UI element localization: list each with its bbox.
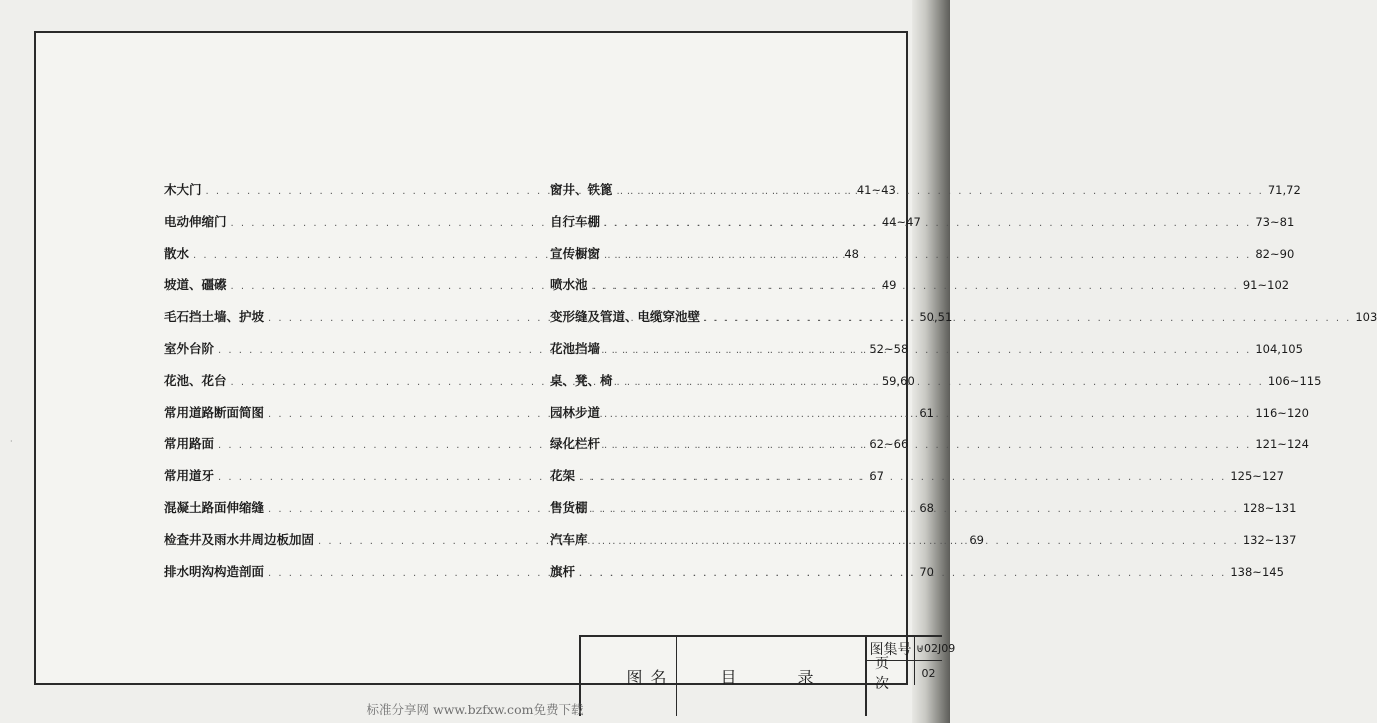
toc-entry-title: 毛石挡土墙、护坡 (164, 309, 265, 325)
toc-entry-title: 桌、凳、椅 (550, 372, 613, 388)
toc-entry-pages: 125~127 (1230, 469, 1284, 484)
toc-entry-pages: 59,60 (881, 373, 915, 388)
toc-entry-title: 变形缝及管道、电缆穿池壁 (550, 309, 701, 325)
toc-entry-pages: 52~58 (869, 341, 909, 356)
toc-entry-pages: 48 (844, 246, 859, 261)
toc-entry-pages: 121~124 (1255, 437, 1309, 452)
leader-dots (604, 250, 1251, 261)
toc-entry-pages: 132~137 (1242, 532, 1297, 547)
toc-entry-title: 混凝土路面伸缩缝 (164, 499, 265, 515)
toc-entry-pages: 67 (869, 469, 884, 484)
toc-entry (550, 180, 1301, 212)
toc-entry-title: 售货棚 (550, 499, 588, 515)
leader-dots (592, 281, 1239, 292)
leader-dots (579, 568, 1226, 579)
leader-dots (617, 186, 1264, 197)
toc-entry-title: 绿化栏杆 (550, 436, 601, 452)
drawing-name-label: 图名 (625, 637, 677, 716)
leader-dots (604, 440, 1251, 451)
toc-entry-title: 散水 (164, 245, 190, 261)
toc-entry-title: 汽车库 (550, 531, 588, 547)
toc-entry-pages: 68 (919, 500, 934, 515)
watermark-footer: 标准分享网 www.bzfxw.com免费下载 (366, 702, 584, 717)
leader-dots (579, 472, 1226, 483)
toc-entry-pages: 103 (1355, 310, 1377, 325)
toc-entry (550, 403, 1309, 435)
toc-entry-pages: 61 (919, 405, 934, 420)
leader-dots (592, 504, 1239, 515)
toc-entry-title: 园林步道 (550, 404, 601, 420)
toc-entry-pages: 73~81 (1255, 214, 1295, 229)
leader-dots (604, 218, 1251, 229)
toc-entry-pages: 71,72 (1267, 183, 1301, 197)
book-binding-edge (912, 0, 953, 723)
leader-dots (604, 345, 1251, 356)
toc-entry-pages: 128~131 (1242, 500, 1297, 515)
toc-entry-title: 电动伸缩门 (164, 213, 227, 229)
toc-entry-pages: 69 (969, 532, 984, 547)
toc-entry-pages: 138~145 (1230, 564, 1284, 579)
toc-entry-title: 窗井、铁篦 (550, 182, 613, 197)
toc-entry-pages: 116~120 (1255, 405, 1309, 420)
toc-entry-pages: 104,105 (1255, 341, 1303, 356)
toc-entry (550, 466, 1284, 498)
drawing-frame (34, 31, 1377, 692)
atlas-number-label: 图集号 (867, 637, 915, 661)
toc-entry-title: 旗杆 (550, 563, 576, 579)
toc-entry-title: 排水明沟构造剖面 (164, 563, 265, 579)
toc-entry-title: 宣传橱窗 (550, 245, 601, 261)
toc-entry-title: 常用道牙 (164, 468, 215, 484)
toc-entry-title: 自行车棚 (550, 213, 601, 229)
toc-entry-title: 花架 (550, 468, 576, 484)
toc-entry-pages: 91~102 (1242, 278, 1290, 293)
page-number-label: 页 次 (867, 661, 915, 685)
toc-entry-title: 常用路面 (164, 436, 215, 452)
leader-dots (604, 409, 1251, 420)
toc-entry-title: 花池挡墙 (550, 340, 601, 356)
toc-entry-pages: 62~66 (869, 437, 909, 452)
toc-entry-title: 喷水池 (550, 277, 588, 293)
toc-entry (550, 244, 1295, 276)
toc-entry-title: 室外台阶 (164, 340, 215, 356)
toc-entry-pages: 70 (919, 564, 934, 579)
toc-entry-title: 木大门 (164, 182, 202, 197)
toc-entry-title: 检查井及雨水井周边板加固 (164, 531, 315, 547)
leader-dots (592, 536, 1239, 547)
toc-entry-pages: 82~90 (1255, 246, 1295, 261)
toc-entry-title: 花池、花台 (164, 372, 227, 388)
scan-speck: · (10, 437, 13, 446)
toc-entry-pages: 50,51 (919, 310, 953, 325)
toc-entry-title: 坡道、礓礤 (164, 277, 227, 293)
page-number-value: 02 (921, 666, 936, 680)
atlas-number-value: ⊎02J09 (915, 637, 942, 661)
toc-entry-pages: 49 (881, 278, 897, 293)
toc-entry-pages: 106~115 (1267, 373, 1322, 388)
toc-entry-pages: 41~43 (856, 183, 896, 197)
leader-dots (704, 313, 1351, 324)
toc-entry-pages: 44~47 (881, 214, 921, 229)
drawing-name-value: 目 录 (677, 637, 867, 716)
leader-dots (617, 377, 1264, 388)
toc-entry-title: 常用道路断面简图 (164, 404, 265, 420)
